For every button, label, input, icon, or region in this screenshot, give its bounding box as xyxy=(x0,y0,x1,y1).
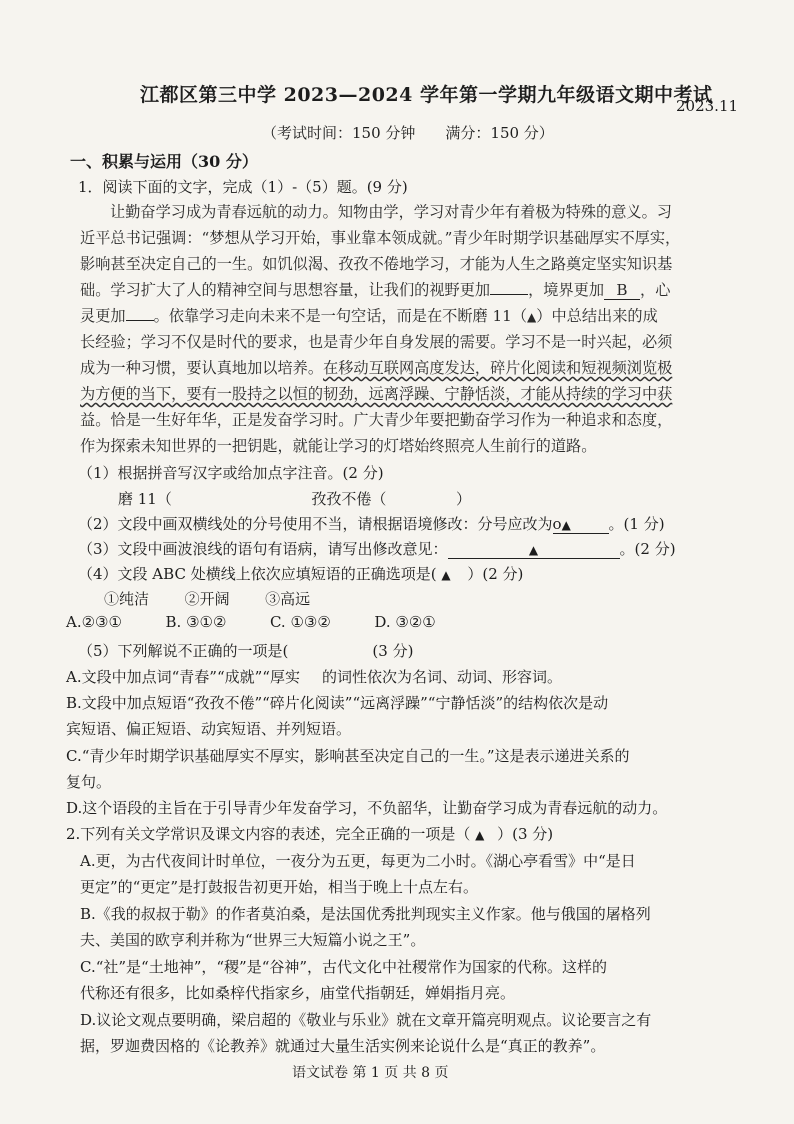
option-b: B. ③①② xyxy=(165,613,227,631)
passage-line: 作为探索未知世界的一把钥匙，就能让学习的灯塔始终照亮人生前行的道路。 xyxy=(80,437,597,455)
passage-line: 益。恰是一生好年华，正是发奋学习时。广大青少年要把勤奋学习作为一种追求和态度， xyxy=(80,411,673,429)
section-heading: 一、积累与运用（30 分） xyxy=(70,152,258,171)
triangle-mark: ▲ xyxy=(441,568,451,582)
passage-line: 近平总书记强调：“梦想从学习开始，事业靠本领成就。”青少年时期学识基础厚实不厚实， xyxy=(80,229,681,247)
question-2-stem xyxy=(66,823,553,844)
exam-date: 2023.11 xyxy=(676,97,739,115)
sub-question-4-text: （4）文段 ABC 处横线上依次应填短语的正确选项是( xyxy=(78,565,437,583)
option-line: 据，罗迦费因格的《论教养》就通过大量生活实例来论说什么是“真正的教养”。 xyxy=(80,1037,606,1055)
option-line: 代称还有很多，比如桑梓代指家乡，庙堂代指朝廷，婵娟指月亮。 xyxy=(80,984,516,1002)
term-2: ②开阔 xyxy=(184,590,230,608)
pinyin-item: 磨 11（ xyxy=(118,490,172,508)
option-line: C.“青少年时期学识基础厚实不厚实，影响甚至决定自己的一生。”这是表示递进关系的 xyxy=(66,747,630,765)
sub-question-4 xyxy=(78,563,523,584)
option-line: B.文段中加点短语“孜孜不倦”“碎片化阅读”“远离浮躁”“宁静恬淡”的结构依次是动 xyxy=(66,694,609,712)
option-line: 复句。 xyxy=(66,773,112,791)
question-1-stem: 1．阅读下面的文字，完成（1）-（5）题。(9 分) xyxy=(78,178,408,196)
option-c: C. ①③② xyxy=(269,613,331,631)
sub-question-3-text: （3）文段中画波浪线的语句有语病，请写出修改意见： xyxy=(78,540,448,558)
passage-line xyxy=(80,357,672,378)
passage-segment: 础。学习扩大了人的精神空间与思想容量，让我们的视野更加 xyxy=(80,281,491,299)
passage-segment: 成为一种习惯，要认真地加以培养。 xyxy=(80,359,323,377)
option-line xyxy=(66,666,562,687)
passage-line xyxy=(80,279,670,300)
pinyin-item: 孜孜不倦（ xyxy=(311,490,387,508)
triangle-mark: ▲ xyxy=(561,518,571,532)
option-line: A.更，为古代夜间计时单位，一夜分为五更，每更为二小时。《湖心亭看雪》中“是日 xyxy=(80,852,636,870)
exam-title: 江都区第三中学 2023—2024 学年第一学期九年级语文期中考试 xyxy=(140,84,713,106)
sub-question-3-score: 。(2 分) xyxy=(619,540,676,558)
passage-segment: 。依靠学习走向未来不是一句空话，而是在不断磨 11（ xyxy=(153,307,528,325)
sub-question-5-score: (3 分) xyxy=(372,642,414,660)
blank-a xyxy=(490,280,528,295)
passage-segment: 灵更加 xyxy=(80,307,126,325)
blank-c xyxy=(126,306,154,321)
passage-line: 影响甚至决定自己的一生。如饥似渴、孜孜不倦地学习，才能为人生之路奠定坚实知识基 xyxy=(80,255,673,273)
sub-question-4-options xyxy=(66,613,436,631)
passage-line xyxy=(80,383,672,404)
option-line: C.“社”是“土地神”，“稷”是“谷神”，古代文化中社稷常作为国家的代称。这样的 xyxy=(80,958,608,976)
pinyin-item: ） xyxy=(456,490,472,508)
sub-question-5 xyxy=(78,640,413,661)
option-a: A.②③① xyxy=(66,613,122,631)
wavy-sentence: 为方便的当下，要有一股持之以恒的韧劲，远离浮躁、宁静恬淡， xyxy=(80,385,521,403)
sub-question-2-text: （2）文段中画双横线处的分号使用不当，请根据语境修改：分号应改为 xyxy=(78,515,553,533)
option-line: 宾短语、偏正短语、动宾短语、并列短语。 xyxy=(66,720,352,738)
question-2-score: ）(3 分) xyxy=(497,825,554,843)
sub-question-4-score: ）(2 分) xyxy=(467,565,524,583)
blank-b: B xyxy=(604,281,640,300)
term-1: ①纯洁 xyxy=(104,590,150,608)
sub-question-1-items xyxy=(118,488,471,509)
sub-question-2-score: 。(1 分) xyxy=(608,515,665,533)
passage-line: 让勤奋学习成为青春远航的动力。知物由学，学习对青少年有着极为特殊的意义。习 xyxy=(110,203,672,221)
triangle-mark: ▲ xyxy=(475,828,485,842)
passage-line xyxy=(80,305,658,326)
answer-blank xyxy=(553,515,609,534)
option-line: B.《我的叔叔于勒》的作者莫泊桑，是法国优秀批判现实主义作家。他与俄国的屠格列 xyxy=(80,905,651,923)
option-a: A.文段中加点词“青春”“成就”“厚实 xyxy=(66,668,300,686)
option-line: D.这个语段的主旨在于引导青少年发奋学习，不负韶华，让勤奋学习成为青春远航的动力。 xyxy=(66,799,668,817)
answer-blank xyxy=(448,540,620,559)
passage-segment: ，心 xyxy=(640,281,671,299)
handwritten-answer: o xyxy=(552,515,562,533)
option-line: 更定”的“更定”是打鼓报告初更开始，相当于晚上十点左右。 xyxy=(80,878,479,896)
wavy-sentence: 才能从持续的学习中获 xyxy=(520,385,673,403)
sub-question-4-terms xyxy=(104,588,310,609)
option-line: 夫、美国的欧亨利并称为“世界三大短篇小说之王”。 xyxy=(80,931,426,949)
sub-question-5-text: （5）下列解说不正确的一项是( xyxy=(78,642,289,660)
passage-segment: ）中总结出来的成 xyxy=(536,307,658,325)
wavy-sentence: 在移动互联网高度发达，碎片化阅读和短视频浏览极 xyxy=(323,359,673,377)
page-footer: 语文试卷 第 1 页 共 8 页 xyxy=(292,1065,449,1081)
option-line: D.议论文观点要明确，梁启超的《敬业与乐业》就在文章开篇亮明观点。议论要言之有 xyxy=(80,1011,652,1029)
question-2-text: 2.下列有关文学常识及课文内容的表述，完全正确的一项是（ xyxy=(66,825,471,843)
option-d: D. ③②① xyxy=(374,613,436,631)
exam-subtitle: （考试时间：150 分钟 满分：150 分） xyxy=(262,124,554,142)
term-3: ③高远 xyxy=(265,590,311,608)
passage-segment: ，境界更加 xyxy=(528,281,604,299)
sub-question-1: （1）根据拼音写汉字或给加点字注音。(2 分) xyxy=(78,464,384,482)
triangle-mark: ▲ xyxy=(527,310,537,324)
passage-line: 长经验；学习不仅是时代的要求，也是青少年自身发展的需要。学习不是一时兴起，必须 xyxy=(80,333,673,351)
triangle-mark: ▲ xyxy=(528,543,539,557)
sub-question-3 xyxy=(78,538,676,559)
option-a-tail: 的词性依次为名词、动词、形容词。 xyxy=(321,668,562,686)
sub-question-2 xyxy=(78,513,665,534)
